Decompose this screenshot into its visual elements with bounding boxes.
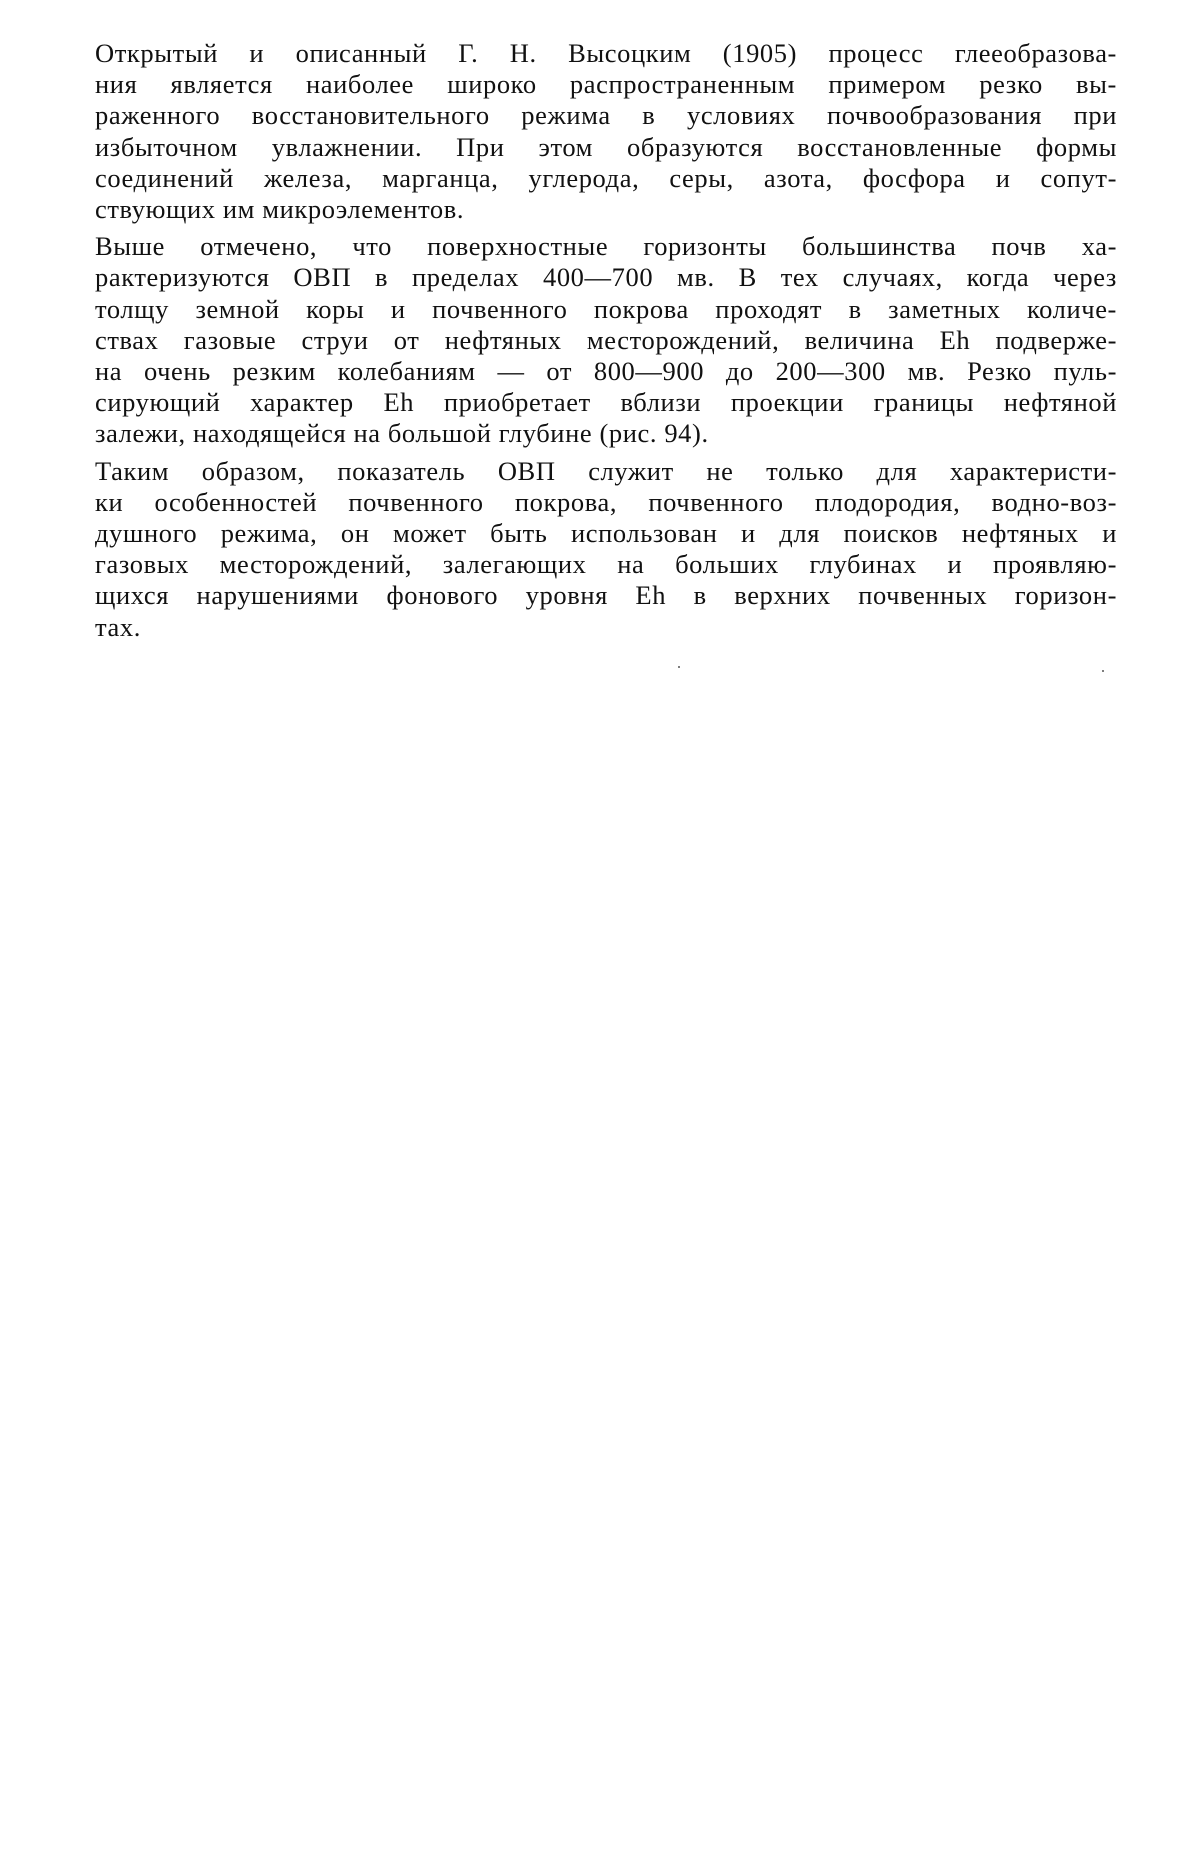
text-line: ствующих им микроэлементов. [95, 194, 465, 225]
text-line: сирующий характер Eh приобретает вблизи проекции границы нефтяной [95, 387, 1117, 418]
text-line: залежи, находящейся на большой глубине (рис. 94). [95, 418, 709, 449]
text-line: Таким образом, показатель ОВП служит не только для характеристи- [95, 455, 1117, 486]
text-line: рактеризуются ОВП в пределах 400—700 мв. В тех случаях, когда через [95, 262, 1117, 293]
text-line: ния является наиболее широко распространенным примером резко вы- [95, 69, 1117, 100]
text-line: толщу земной коры и почвенного покрова проходят в заметных количе- [95, 293, 1117, 324]
scan-speck [1102, 670, 1104, 672]
paragraph-3 [95, 456, 1117, 643]
text-line: на очень резким колебаниям — от 800—900 до 200—300 мв. Резко пуль- [95, 356, 1117, 387]
text-line: раженного восстановительного режима в условиях почвообразования при [95, 100, 1117, 131]
paragraph-2 [95, 231, 1117, 449]
text-line: газовых месторождений, залегающих на больших глубинах и проявляю- [95, 549, 1117, 580]
text-line: Выше отмечено, что поверхностные горизонты большинства почв ха- [95, 231, 1117, 262]
text-line: ки особенностей почвенного покрова, почвенного плодородия, водно-воз- [95, 486, 1117, 517]
paragraph-1 [95, 38, 1117, 225]
body-text [95, 38, 1117, 649]
text-line: соединений железа, марганца, углерода, серы, азота, фосфора и сопут- [95, 162, 1117, 193]
text-line: щихся нарушениями фонового уровня Eh в верхних почвенных горизон- [95, 580, 1117, 611]
text-line: тах. [95, 611, 141, 642]
text-line: избыточном увлажнении. При этом образуются восстановленные формы [95, 131, 1117, 162]
text-line: Открытый и описанный Г. Н. Высоцким (1905) процесс глееобразова- [95, 38, 1117, 68]
text-line: ствах газовые струи от нефтяных месторождений, величина Eh подверже- [95, 324, 1117, 355]
scan-speck [678, 666, 680, 668]
text-line: душного режима, он может быть использован и для поисков нефтяных и [95, 518, 1117, 549]
